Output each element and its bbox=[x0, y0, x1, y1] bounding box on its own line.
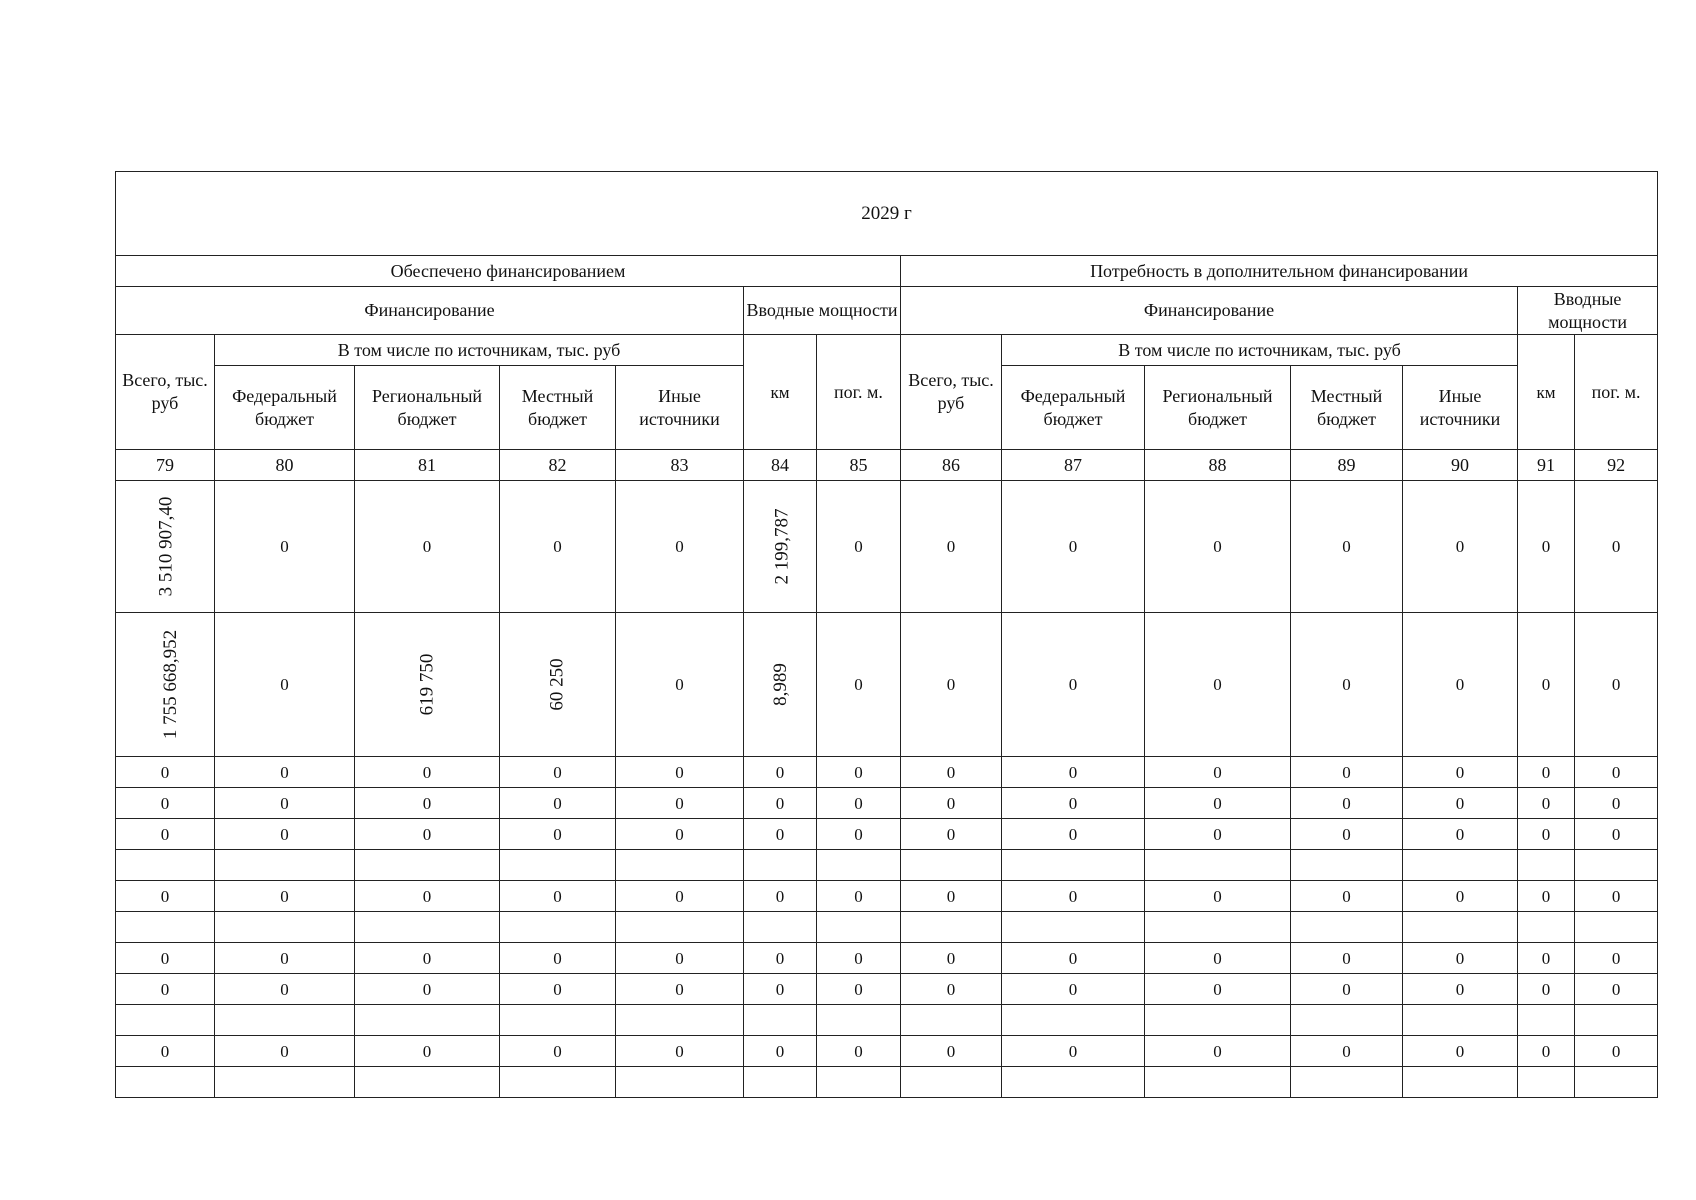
by-sources-header-secured: В том числе по источникам, тыс. руб bbox=[215, 335, 744, 366]
table-cell: 0 bbox=[744, 881, 817, 912]
table-cell bbox=[817, 1005, 901, 1036]
table-cell: 0 bbox=[116, 974, 215, 1005]
table-cell: 0 bbox=[1518, 481, 1575, 613]
column-number: 90 bbox=[1403, 450, 1518, 481]
table-cell bbox=[1575, 1067, 1658, 1098]
table-cell: 0 bbox=[1291, 974, 1403, 1005]
table-row bbox=[116, 881, 1658, 912]
table-cell bbox=[500, 1067, 616, 1098]
year-title: 2029 г bbox=[116, 172, 1658, 256]
column-number: 84 bbox=[744, 450, 817, 481]
table-cell bbox=[1403, 850, 1518, 881]
col-regional-secured: Региональный бюджет bbox=[355, 366, 500, 450]
col-km-secured: км bbox=[744, 335, 817, 450]
table-cell bbox=[355, 1005, 500, 1036]
table-cell: 0 bbox=[1575, 757, 1658, 788]
table-cell: 0 bbox=[616, 819, 744, 850]
table-cell: 0 bbox=[1575, 819, 1658, 850]
table-cell bbox=[1291, 1005, 1403, 1036]
table-cell: 0 bbox=[1518, 613, 1575, 757]
table-cell bbox=[1291, 850, 1403, 881]
table-row bbox=[116, 481, 1658, 613]
cell-value-vertical: 619 750 bbox=[416, 653, 438, 716]
table-row bbox=[116, 819, 1658, 850]
table-cell: 0 bbox=[500, 757, 616, 788]
table-cell: 0 bbox=[500, 881, 616, 912]
table-cell: 0 bbox=[355, 881, 500, 912]
table-cell: 0 bbox=[1145, 819, 1291, 850]
table-cell bbox=[744, 912, 817, 943]
table-cell: 0 bbox=[1403, 1036, 1518, 1067]
by-sources-header-need: В том числе по источникам, тыс. руб bbox=[1002, 335, 1518, 366]
table-row bbox=[116, 613, 1658, 757]
table-cell: 0 bbox=[1002, 481, 1145, 613]
table-cell bbox=[116, 1067, 215, 1098]
table-cell bbox=[355, 1067, 500, 1098]
group-secured-header: Обеспечено финансированием bbox=[116, 256, 901, 287]
col-other-secured: Иные источники bbox=[616, 366, 744, 450]
table-cell bbox=[1002, 1067, 1145, 1098]
table-cell bbox=[116, 481, 215, 613]
financing-header-need: Финансирование bbox=[901, 287, 1518, 335]
table-cell bbox=[817, 1067, 901, 1098]
cell-value-vertical: 1 755 668,952 bbox=[160, 629, 182, 740]
table-cell bbox=[1403, 912, 1518, 943]
table-cell: 0 bbox=[215, 819, 355, 850]
column-number-row bbox=[116, 450, 1658, 481]
table-cell bbox=[817, 912, 901, 943]
table-cell: 0 bbox=[817, 757, 901, 788]
financing-header-secured: Финансирование bbox=[116, 287, 744, 335]
table-cell: 0 bbox=[1145, 974, 1291, 1005]
cell-value-vertical: 60 250 bbox=[547, 658, 568, 711]
table-cell bbox=[215, 1067, 355, 1098]
table-cell bbox=[1145, 1067, 1291, 1098]
table-cell: 0 bbox=[901, 481, 1002, 613]
table-cell: 0 bbox=[744, 1036, 817, 1067]
table-cell: 0 bbox=[1145, 757, 1291, 788]
col-regional-need: Региональный бюджет bbox=[1145, 366, 1291, 450]
table-cell: 0 bbox=[901, 881, 1002, 912]
table-cell: 0 bbox=[355, 819, 500, 850]
table-cell: 0 bbox=[1002, 819, 1145, 850]
table-cell: 0 bbox=[1518, 881, 1575, 912]
table-cell bbox=[1403, 1005, 1518, 1036]
table-cell: 0 bbox=[901, 788, 1002, 819]
table-body bbox=[116, 481, 1658, 1098]
table-cell: 0 bbox=[1403, 819, 1518, 850]
table-cell bbox=[355, 912, 500, 943]
table-cell: 0 bbox=[1002, 788, 1145, 819]
table-cell bbox=[744, 1067, 817, 1098]
table-cell bbox=[901, 850, 1002, 881]
table-cell: 0 bbox=[500, 481, 616, 613]
table-cell: 0 bbox=[500, 788, 616, 819]
table-cell bbox=[616, 912, 744, 943]
table-cell bbox=[1291, 1067, 1403, 1098]
table-cell bbox=[355, 850, 500, 881]
column-number: 88 bbox=[1145, 450, 1291, 481]
column-number: 79 bbox=[116, 450, 215, 481]
table-cell: 0 bbox=[1403, 974, 1518, 1005]
table-cell bbox=[116, 613, 215, 757]
table-cell: 0 bbox=[215, 974, 355, 1005]
col-federal-need: Федеральный бюджет bbox=[1002, 366, 1145, 450]
table-cell: 0 bbox=[1145, 1036, 1291, 1067]
table-cell: 0 bbox=[1291, 881, 1403, 912]
table-cell: 0 bbox=[1145, 481, 1291, 613]
table-cell: 0 bbox=[1291, 613, 1403, 757]
table-cell: 0 bbox=[817, 481, 901, 613]
table-cell bbox=[500, 850, 616, 881]
table-cell bbox=[744, 850, 817, 881]
table-cell: 0 bbox=[1145, 943, 1291, 974]
financing-table bbox=[115, 171, 1658, 1098]
table-cell: 0 bbox=[616, 881, 744, 912]
table-cell bbox=[901, 912, 1002, 943]
table-cell: 0 bbox=[616, 613, 744, 757]
table-cell bbox=[1575, 1005, 1658, 1036]
table-row bbox=[116, 943, 1658, 974]
table-cell: 0 bbox=[116, 881, 215, 912]
table-cell: 0 bbox=[1145, 788, 1291, 819]
column-number: 91 bbox=[1518, 450, 1575, 481]
table-cell: 0 bbox=[355, 943, 500, 974]
table-cell: 0 bbox=[500, 974, 616, 1005]
table-cell: 0 bbox=[744, 943, 817, 974]
table-cell: 0 bbox=[1403, 943, 1518, 974]
table-cell bbox=[500, 1005, 616, 1036]
table-cell: 0 bbox=[616, 788, 744, 819]
table-cell: 0 bbox=[215, 1036, 355, 1067]
table-cell bbox=[1575, 850, 1658, 881]
table-cell: 0 bbox=[1403, 788, 1518, 819]
column-number: 89 bbox=[1291, 450, 1403, 481]
table-cell bbox=[500, 912, 616, 943]
table-cell: 0 bbox=[1518, 757, 1575, 788]
table-cell: 0 bbox=[1291, 481, 1403, 613]
column-number: 87 bbox=[1002, 450, 1145, 481]
table-cell bbox=[744, 613, 817, 757]
table-cell: 0 bbox=[116, 757, 215, 788]
table-cell: 0 bbox=[1291, 943, 1403, 974]
table-row bbox=[116, 1036, 1658, 1067]
table-cell: 0 bbox=[817, 974, 901, 1005]
table-cell: 0 bbox=[744, 757, 817, 788]
table-cell: 0 bbox=[215, 943, 355, 974]
col-federal-secured: Федеральный бюджет bbox=[215, 366, 355, 450]
table-cell: 0 bbox=[1575, 974, 1658, 1005]
table-cell: 0 bbox=[1403, 757, 1518, 788]
group-need-header: Потребность в дополнительном финансировании bbox=[901, 256, 1658, 287]
table-cell bbox=[116, 1005, 215, 1036]
table-cell: 0 bbox=[616, 943, 744, 974]
table-cell: 0 bbox=[1002, 974, 1145, 1005]
table-cell bbox=[1145, 850, 1291, 881]
table-cell: 0 bbox=[1518, 819, 1575, 850]
table-cell: 0 bbox=[215, 881, 355, 912]
col-total-need: Всего, тыс. руб bbox=[901, 335, 1002, 450]
table-cell bbox=[1145, 1005, 1291, 1036]
table-cell: 0 bbox=[1575, 481, 1658, 613]
table-cell bbox=[116, 912, 215, 943]
table-cell: 0 bbox=[744, 974, 817, 1005]
table-cell: 0 bbox=[1575, 943, 1658, 974]
table-cell bbox=[215, 1005, 355, 1036]
cell-value-vertical: 8,989 bbox=[769, 663, 791, 706]
table-cell bbox=[1518, 1067, 1575, 1098]
table-cell bbox=[1291, 912, 1403, 943]
table-cell: 0 bbox=[1291, 757, 1403, 788]
col-other-need: Иные источники bbox=[1403, 366, 1518, 450]
table-cell: 0 bbox=[1291, 819, 1403, 850]
table-cell: 0 bbox=[355, 481, 500, 613]
cell-value-vertical: 3 510 907,40 bbox=[155, 496, 177, 597]
column-number: 83 bbox=[616, 450, 744, 481]
table-cell: 0 bbox=[1518, 974, 1575, 1005]
table-cell: 0 bbox=[215, 613, 355, 757]
table-cell bbox=[1575, 912, 1658, 943]
table-cell: 0 bbox=[1002, 757, 1145, 788]
table-cell bbox=[744, 1005, 817, 1036]
table-cell: 0 bbox=[901, 943, 1002, 974]
table-cell: 0 bbox=[616, 1036, 744, 1067]
table-cell: 0 bbox=[817, 943, 901, 974]
table-row bbox=[116, 850, 1658, 881]
table-row bbox=[116, 1005, 1658, 1036]
table-cell: 0 bbox=[1518, 943, 1575, 974]
table-cell: 0 bbox=[1575, 613, 1658, 757]
table-row bbox=[116, 1067, 1658, 1098]
table-cell bbox=[1002, 850, 1145, 881]
table-cell: 0 bbox=[1403, 613, 1518, 757]
table-cell bbox=[1145, 912, 1291, 943]
table-cell bbox=[116, 850, 215, 881]
table-cell: 0 bbox=[500, 819, 616, 850]
column-numbers bbox=[116, 450, 1658, 481]
table-cell: 0 bbox=[1575, 881, 1658, 912]
table-cell: 0 bbox=[616, 757, 744, 788]
table-cell: 0 bbox=[215, 757, 355, 788]
table-cell: 0 bbox=[116, 788, 215, 819]
table-cell: 0 bbox=[1291, 1036, 1403, 1067]
table-cell bbox=[1518, 850, 1575, 881]
table-cell bbox=[1518, 1005, 1575, 1036]
table-cell: 0 bbox=[817, 819, 901, 850]
col-m-need: пог. м. bbox=[1575, 335, 1658, 450]
table-cell: 0 bbox=[817, 881, 901, 912]
table-cell bbox=[500, 613, 616, 757]
column-number: 86 bbox=[901, 450, 1002, 481]
table-cell: 0 bbox=[355, 757, 500, 788]
table-cell: 0 bbox=[1145, 613, 1291, 757]
table-row bbox=[116, 757, 1658, 788]
table-cell: 0 bbox=[500, 1036, 616, 1067]
table-cell: 0 bbox=[901, 974, 1002, 1005]
table-cell: 0 bbox=[817, 788, 901, 819]
table-cell: 0 bbox=[901, 819, 1002, 850]
column-number: 80 bbox=[215, 450, 355, 481]
table-cell: 0 bbox=[500, 943, 616, 974]
table-cell: 0 bbox=[1002, 613, 1145, 757]
table-cell bbox=[616, 1005, 744, 1036]
table-cell: 0 bbox=[116, 1036, 215, 1067]
capacity-header-need: Вводные мощности bbox=[1518, 287, 1658, 335]
table-cell bbox=[817, 850, 901, 881]
col-local-secured: Местный бюджет bbox=[500, 366, 616, 450]
table-cell bbox=[1403, 1067, 1518, 1098]
table-cell: 0 bbox=[1518, 788, 1575, 819]
table-cell: 0 bbox=[616, 974, 744, 1005]
table-row bbox=[116, 788, 1658, 819]
col-m-secured: пог. м. bbox=[817, 335, 901, 450]
table-cell bbox=[1002, 1005, 1145, 1036]
table-cell: 0 bbox=[817, 1036, 901, 1067]
table-cell: 0 bbox=[1575, 1036, 1658, 1067]
capacity-header-secured: Вводные мощности bbox=[744, 287, 901, 335]
table-cell bbox=[901, 1067, 1002, 1098]
table-cell bbox=[901, 1005, 1002, 1036]
table-cell: 0 bbox=[901, 757, 1002, 788]
table-cell bbox=[744, 481, 817, 613]
column-number: 85 bbox=[817, 450, 901, 481]
col-km-need: км bbox=[1518, 335, 1575, 450]
table-cell: 0 bbox=[355, 1036, 500, 1067]
table-cell: 0 bbox=[215, 481, 355, 613]
table-cell: 0 bbox=[1403, 481, 1518, 613]
table-cell bbox=[215, 912, 355, 943]
table-cell: 0 bbox=[1002, 943, 1145, 974]
table-cell: 0 bbox=[901, 613, 1002, 757]
table-row bbox=[116, 912, 1658, 943]
col-local-need: Местный бюджет bbox=[1291, 366, 1403, 450]
table-cell: 0 bbox=[1145, 881, 1291, 912]
table-cell: 0 bbox=[116, 943, 215, 974]
table-cell: 0 bbox=[744, 788, 817, 819]
table-cell: 0 bbox=[1518, 1036, 1575, 1067]
table-cell: 0 bbox=[616, 481, 744, 613]
column-number: 92 bbox=[1575, 450, 1658, 481]
table-cell: 0 bbox=[744, 819, 817, 850]
table-cell: 0 bbox=[355, 788, 500, 819]
table-cell: 0 bbox=[817, 613, 901, 757]
table-cell bbox=[616, 850, 744, 881]
table-row bbox=[116, 974, 1658, 1005]
table-cell bbox=[1002, 912, 1145, 943]
table-cell bbox=[355, 613, 500, 757]
table-cell: 0 bbox=[1002, 1036, 1145, 1067]
table-cell: 0 bbox=[901, 1036, 1002, 1067]
table-cell bbox=[1518, 912, 1575, 943]
table-cell: 0 bbox=[1002, 881, 1145, 912]
table-cell: 0 bbox=[215, 788, 355, 819]
table-cell bbox=[215, 850, 355, 881]
column-number: 81 bbox=[355, 450, 500, 481]
column-number: 82 bbox=[500, 450, 616, 481]
col-total-secured: Всего, тыс. руб bbox=[116, 335, 215, 450]
cell-value-vertical: 2 199,787 bbox=[771, 508, 793, 585]
table-cell: 0 bbox=[1575, 788, 1658, 819]
table-cell: 0 bbox=[355, 974, 500, 1005]
table-cell bbox=[616, 1067, 744, 1098]
financing-table-page bbox=[115, 171, 1658, 1098]
table-cell: 0 bbox=[1403, 881, 1518, 912]
table-cell: 0 bbox=[1291, 788, 1403, 819]
table-cell: 0 bbox=[116, 819, 215, 850]
